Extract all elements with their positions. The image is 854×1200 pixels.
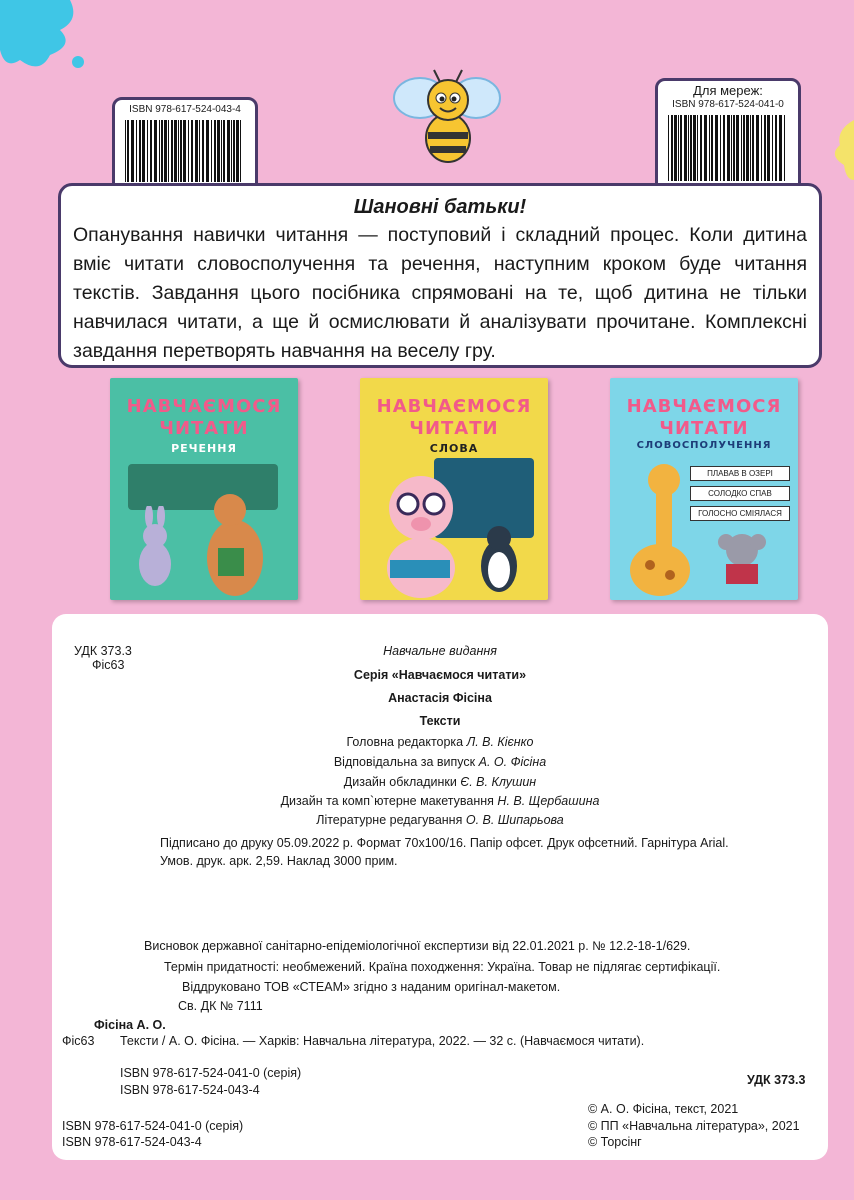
barcode-bar bbox=[688, 115, 689, 181]
barcode-bar bbox=[174, 120, 177, 182]
barcode-bar bbox=[711, 115, 713, 181]
series-line: Серія «Навчаємося читати» bbox=[353, 668, 527, 682]
barcode-bar bbox=[223, 120, 225, 182]
bib-isbn-book: ISBN 978-617-524-043-4 bbox=[120, 1083, 260, 1097]
barcode-bar bbox=[684, 115, 687, 181]
barcode-bar bbox=[700, 115, 702, 181]
barcode-bar bbox=[746, 115, 749, 181]
barcode-bar bbox=[150, 120, 152, 182]
cover-design-line: Дизайн обкладинки Є. В. Клушин bbox=[343, 775, 537, 789]
barcode-bar bbox=[240, 120, 241, 182]
barcode-right-isbn: ISBN 978-617-524-041-0 bbox=[672, 99, 784, 110]
copyright-torsing: © Торсінг bbox=[588, 1135, 642, 1149]
pig-icon bbox=[366, 468, 476, 598]
barcode-bar bbox=[697, 115, 698, 181]
barcode-bar bbox=[236, 120, 239, 182]
barcode-bar bbox=[159, 120, 160, 182]
giraffe-icon bbox=[620, 460, 700, 600]
barcode-bar bbox=[761, 115, 762, 181]
paint-splash-right bbox=[826, 120, 854, 180]
barcode-bar bbox=[750, 115, 751, 181]
bib-author: Фісіна А. О. bbox=[94, 1018, 166, 1032]
barcode-bar bbox=[125, 120, 126, 182]
barcode-bar bbox=[671, 115, 673, 181]
kangaroo-icon bbox=[180, 488, 290, 598]
parents-note bbox=[58, 183, 822, 368]
barcode-bar bbox=[674, 115, 677, 181]
barcode-bar bbox=[772, 115, 773, 181]
barcode-bar bbox=[183, 120, 186, 182]
book-1-subtitle: РЕЧЕННЯ bbox=[171, 442, 237, 455]
barcode-bar bbox=[764, 115, 766, 181]
barcode-bar bbox=[680, 115, 682, 181]
responsible-line: Відповідальна за випуск А. О. Фісіна bbox=[333, 755, 547, 769]
code-top: Фіс63 bbox=[92, 658, 125, 672]
barcode-bar bbox=[690, 115, 692, 181]
barcode-bar bbox=[147, 120, 148, 182]
barcode-bar bbox=[723, 115, 725, 181]
barcode-bar bbox=[756, 115, 759, 181]
barcode-bar bbox=[720, 115, 721, 181]
isbn-series: ISBN 978-617-524-041-0 (серія) bbox=[62, 1119, 244, 1133]
dk-certificate: Св. ДК № 7111 bbox=[178, 999, 263, 1013]
barcode-left-isbn: ISBN 978-617-524-043-4 bbox=[129, 104, 241, 115]
barcode-bar bbox=[154, 120, 157, 182]
penguin-icon bbox=[472, 518, 526, 598]
copyright-publisher: © ПП «Навчальна література», 2021 bbox=[588, 1119, 800, 1133]
author-line: Анастасія Фісіна bbox=[388, 691, 492, 705]
title-line: Тексти bbox=[419, 714, 461, 728]
barcode-bar bbox=[202, 120, 204, 182]
barcode-bar bbox=[779, 115, 782, 181]
book-3-phrase-2: СОЛОДКО СПАВ bbox=[690, 486, 790, 501]
barcode-bar bbox=[731, 115, 732, 181]
printed-by-line: Віддруковано ТОВ «СТЕАМ» згідно з наданим оригінал-макетом. bbox=[182, 980, 561, 994]
parents-text: Опанування навички читання — поступовий і складний процес. Коли дитина вміє читати словосполучення та речення, наступним кроком буде читання текстів. Завдання цього посібника спрямовані на те, щоб дитина не тільки навчилася читати, а ще й осмислювати й аналізувати прочитане. Комплексні завдання перетворять навчання на веселу гру. bbox=[73, 224, 807, 362]
edition-type: Навчальне видання bbox=[383, 644, 497, 658]
barcode-bar bbox=[752, 115, 754, 181]
barcode-bar bbox=[743, 115, 745, 181]
barcode-bar bbox=[195, 120, 198, 182]
book-3-subtitle: СЛОВОСПОЛУЧЕННЯ bbox=[636, 440, 772, 451]
barcode-bar bbox=[131, 120, 134, 182]
barcode-bar bbox=[188, 120, 189, 182]
barcode-bar bbox=[715, 115, 718, 181]
barcode-bar bbox=[227, 120, 230, 182]
copyright-author: © А. О. Фісіна, текст, 2021 bbox=[588, 1102, 739, 1116]
barcode-bar bbox=[136, 120, 137, 182]
book-3-phrase-3: ГОЛОСНО СМІЯЛАСЯ bbox=[690, 506, 790, 521]
sanitary-conclusion: Висновок державної санітарно-епідеміологічної експертизи від 22.01.2021 р. № 12.2-18-1/629. bbox=[144, 939, 691, 953]
bib-code: Фіс63 bbox=[62, 1034, 95, 1048]
layout-design-line: Дизайн та комп`ютерне макетування Н. В. Щербашина bbox=[280, 794, 600, 808]
barcode-bar bbox=[211, 120, 212, 182]
barcode-right-bars bbox=[668, 115, 788, 181]
barcode-bar bbox=[784, 115, 785, 181]
barcode-bar bbox=[678, 115, 679, 181]
barcode-bar bbox=[727, 115, 730, 181]
barcode-bar bbox=[139, 120, 141, 182]
print-details-2: Умов. друк. арк. 2,59. Наклад 3000 прим. bbox=[160, 854, 398, 868]
barcode-bar bbox=[214, 120, 216, 182]
barcode-bar bbox=[233, 120, 235, 182]
book-cover-words bbox=[360, 378, 548, 600]
book-cover-phrases bbox=[610, 378, 798, 600]
barcode-bar bbox=[693, 115, 696, 181]
book-1-title: НАВЧАЄМОСЯ bbox=[126, 396, 282, 417]
book-2-title: НАВЧАЄМОСЯ bbox=[376, 396, 532, 417]
barcode-left-bars bbox=[125, 120, 245, 182]
barcode-bar bbox=[775, 115, 777, 181]
barcode-bar bbox=[741, 115, 742, 181]
paint-splash-top-left bbox=[0, 0, 90, 90]
barcode-bar bbox=[733, 115, 735, 181]
book-1-title-2: ЧИТАТИ bbox=[159, 418, 249, 439]
barcode-bar bbox=[168, 120, 169, 182]
barcode-bar bbox=[164, 120, 167, 182]
validity-line: Термін придатності: необмежений. Країна походження: Україна. Товар не підлягає сертифікації. bbox=[164, 960, 721, 974]
barcode-right-label: Для мереж: bbox=[693, 83, 763, 98]
bib-description: Тексти / А. О. Фісіна. — Харків: Навчальна література, 2022. — 32 с. (Навчаємося читати). bbox=[120, 1034, 645, 1048]
barcode-bar bbox=[668, 115, 669, 181]
literary-editing-line: Літературне редагування О. В. Шипарьова bbox=[316, 813, 564, 827]
barcode-bar bbox=[767, 115, 770, 181]
barcode-bar bbox=[127, 120, 129, 182]
udk-top: УДК 373.3 bbox=[74, 644, 132, 658]
book-cover-sentences bbox=[110, 378, 298, 600]
barcode-bar bbox=[199, 120, 200, 182]
bunny-icon bbox=[130, 506, 180, 590]
imprint-panel bbox=[52, 614, 828, 1160]
barcode-bar bbox=[180, 120, 182, 182]
barcode-bar bbox=[206, 120, 209, 182]
barcode-bar bbox=[709, 115, 710, 181]
book-2-title-2: ЧИТАТИ bbox=[409, 418, 499, 439]
barcode-bar bbox=[231, 120, 232, 182]
barcode-bar bbox=[704, 115, 707, 181]
barcode-bar bbox=[178, 120, 179, 182]
barcode-bar bbox=[217, 120, 220, 182]
book-3-title: НАВЧАЄМОСЯ bbox=[626, 396, 782, 417]
bib-isbn-series: ISBN 978-617-524-041-0 (серія) bbox=[120, 1066, 302, 1080]
barcode-bar bbox=[142, 120, 145, 182]
print-details-1: Підписано до друку 05.09.2022 р. Формат 70х100/16. Папір офсет. Друк офсетний. Гарнітура Arial. bbox=[160, 836, 729, 850]
book-2-subtitle: СЛОВА bbox=[429, 442, 479, 455]
barcode-bar bbox=[736, 115, 739, 181]
barcode-bar bbox=[171, 120, 173, 182]
book-3-title-2: ЧИТАТИ bbox=[659, 418, 749, 439]
barcode-bar bbox=[221, 120, 222, 182]
barcode-bar bbox=[191, 120, 193, 182]
udk-bottom: УДК 373.3 bbox=[747, 1073, 806, 1087]
editor-line: Головна редакторка Л. В. Кієнко bbox=[346, 735, 534, 749]
barcode-bar bbox=[161, 120, 163, 182]
isbn-book: ISBN 978-617-524-043-4 bbox=[62, 1135, 202, 1149]
koala-icon bbox=[712, 528, 772, 590]
book-3-phrase-1: ПЛАВАВ В ОЗЕРІ bbox=[690, 466, 790, 481]
bee-mascot-icon bbox=[392, 60, 502, 170]
parents-heading: Шановні батьки! bbox=[353, 196, 527, 218]
